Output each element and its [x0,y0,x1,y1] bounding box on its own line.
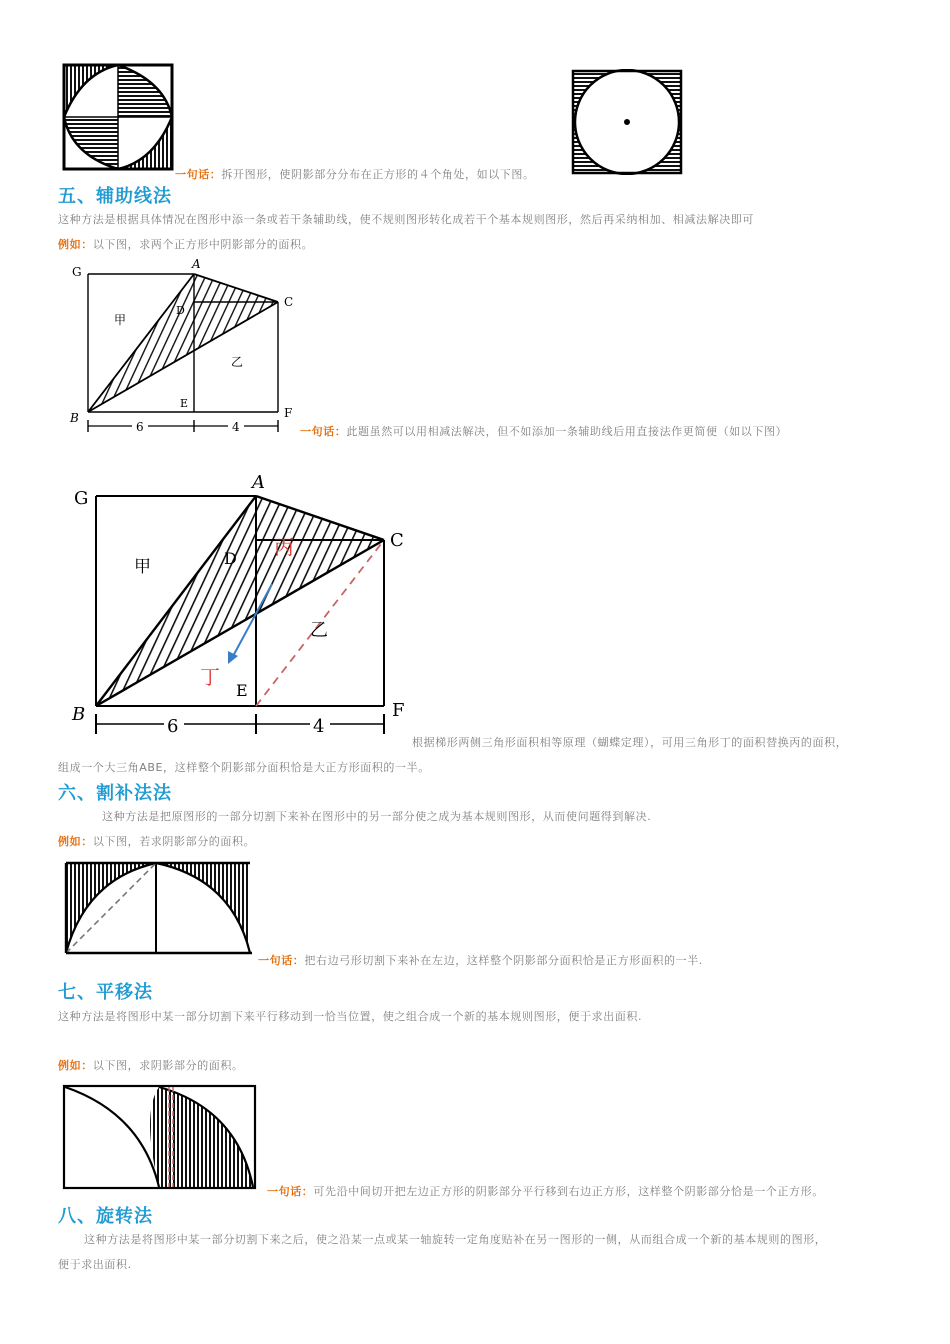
example-text: 以下图，求阴影部分的面积。 [92,1059,244,1072]
sentence-text: 此题虽然可以用相减法解决，但不如添加一条辅助线后用直接法作更简便（如以下图） [346,425,788,438]
sentence-text: 把右边弓形切割下来补在左边，这样整个阴影部分面积恰是正方形面积的一半. [304,954,703,967]
example-text: 以下图，若求阴影部分的面积。 [92,835,256,848]
note-line-2: 组成一个大三角ABE，这样整个阴影部分面积恰是大正方形面积的一半。 [58,761,430,774]
label-yi: 乙 [231,355,244,369]
two-squares-figure [66,252,306,440]
highlight-label: 一句话： [175,168,222,181]
section-heading: 六、割补法法 [58,783,172,804]
example-label: 例如： [58,238,93,251]
label-six: 6 [167,716,179,737]
section-heading: 八、旋转法 [58,1206,153,1227]
translation-figure [61,1083,259,1193]
label-four: 4 [232,420,240,434]
highlight-label: 一句话： [300,425,347,438]
label-b: B [70,411,79,425]
label-bing: 丙 [274,535,294,559]
label-c: C [390,530,404,551]
label-g: G [72,265,82,279]
label-g: G [74,488,89,509]
pinwheel-figure [62,63,174,171]
example-label: 例如： [58,835,93,848]
label-b: B [72,704,86,725]
highlight-label: 一句话： [267,1185,314,1198]
section-description: 这种方法是将图形中某一部分切割下来平行移动到一恰当位置，使之组合成一个新的基本规则图形，便于求出面积. [58,1010,643,1023]
section-description: 这种方法是把原图形的一部分切割下来补在图形中的另一部分使之成为基本规则图形，从而使问题得到解决. [102,810,652,823]
sentence-text: 可先沿中间切开把左边正方形的阴影部分平行移到右边正方形，这样整个阴影部分恰是一个正方形。 [313,1185,824,1198]
section-description-line-2: 便于求出面积. [58,1258,132,1271]
section-description: 这种方法是根据具体情况在图形中添一条或若干条辅助线，使不规则图形转化成若干个基本规则图形，然后再采纳相加、相减法解决即可 [58,213,754,226]
segment-figure [62,859,256,957]
label-f: F [392,700,405,721]
label-jia: 甲 [114,313,127,327]
highlight-label: 一句话： [258,954,305,967]
example-label: 例如： [58,1059,93,1072]
auxiliary-line-figure [66,470,416,740]
circle-square-figure [571,69,683,175]
section-description-line-1: 这种方法是将图形中某一部分切割下来之后，使之沿某一点或某一轴旋转一定角度贴补在另一图形的一侧，从而组合成一个新的基本规则的图形， [84,1233,827,1246]
sentence-text: 拆开图形，使阴影部分分布在正方形的４个角处，如以下图。 [221,168,535,181]
label-a: A [192,257,201,271]
note-line-1: 根据梯形两侧三角形面积相等原理（蝴蝶定理），可用三角形丁的面积替换丙的面积， [412,736,848,749]
label-four: 4 [313,716,325,737]
label-jia: 甲 [134,557,151,577]
label-a: A [252,472,265,493]
label-ding: 丁 [200,665,220,689]
example-text: 以下图，求两个正方形中阴影部分的面积。 [92,238,314,251]
label-yi: 乙 [310,620,328,641]
label-six: 6 [136,420,144,434]
label-d: D [224,549,237,568]
section-heading: 七、平移法 [58,982,153,1003]
label-e: E [236,681,248,700]
label-d: D [176,304,185,317]
label-f: F [284,406,293,420]
label-e: E [180,397,189,410]
section-heading: 五、辅助线法 [58,186,172,207]
label-c: C [284,295,294,309]
